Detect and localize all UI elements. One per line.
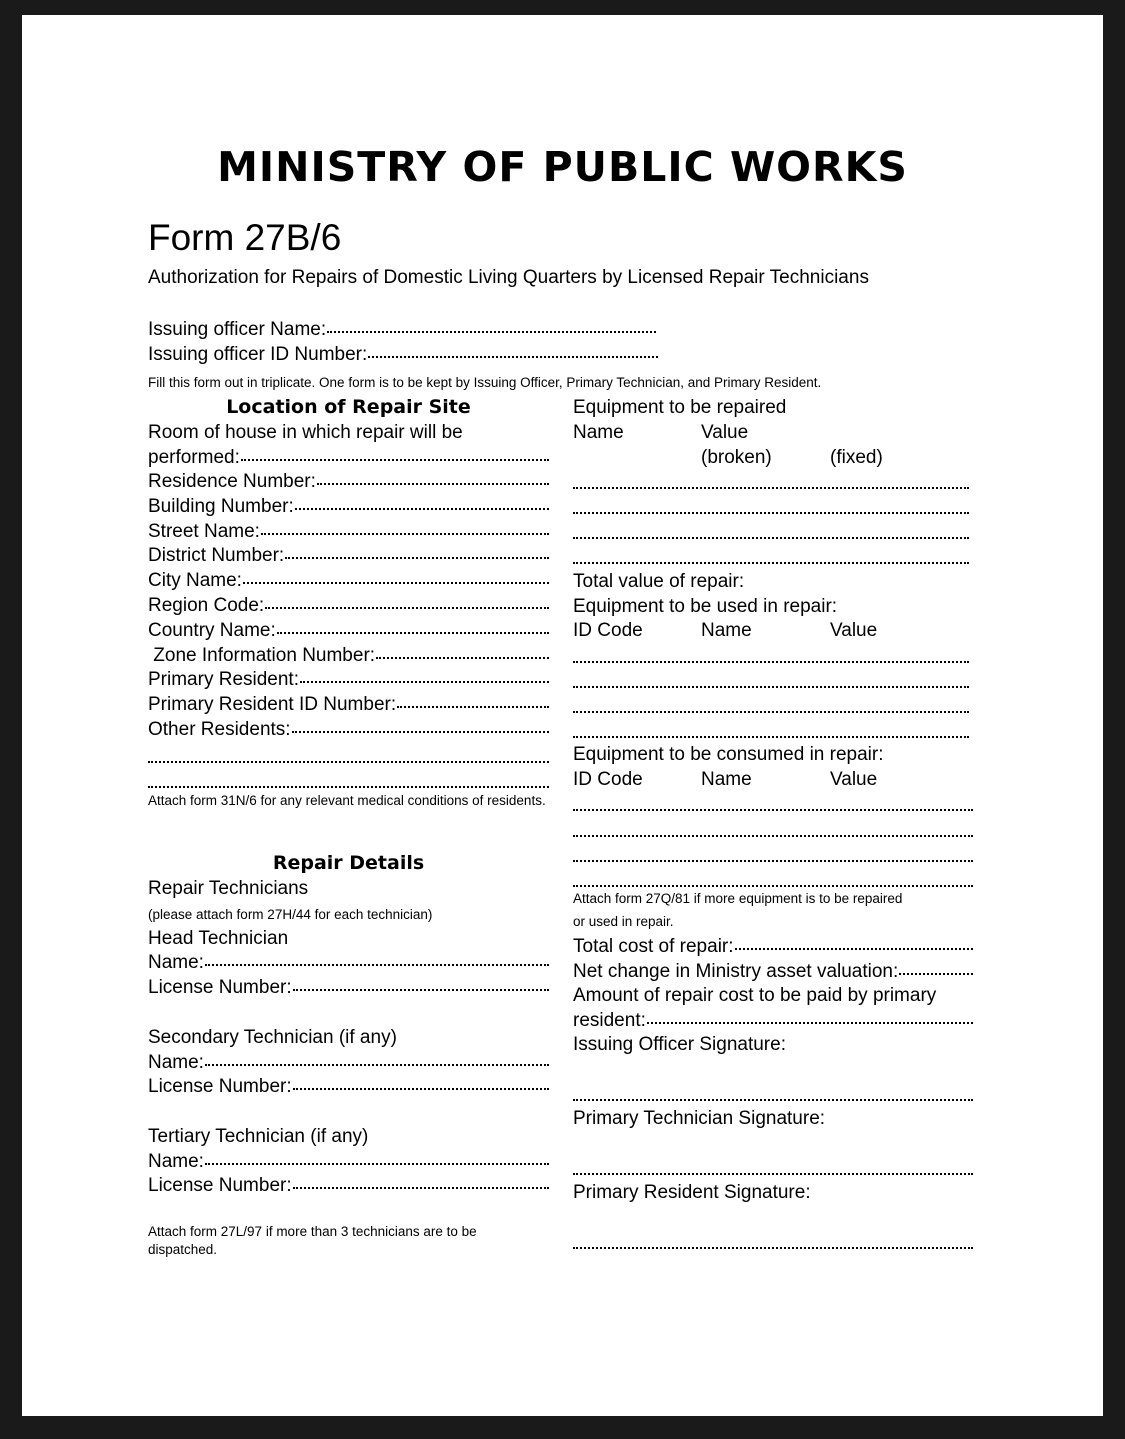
col-value-header: Value	[701, 422, 749, 443]
col-broken-subheader: (broken)	[701, 447, 772, 468]
more-equipment-note-1: Attach form 27Q/81 if more equipment is to be repaired	[573, 891, 903, 906]
primary-resident-field[interactable]	[148, 668, 549, 692]
repaired-entry-line[interactable]	[573, 512, 969, 514]
district-number-label: District Number:	[148, 545, 285, 567]
primary-resident-id-label: Primary Resident ID Number:	[148, 694, 397, 716]
secondary-tech-name-field[interactable]	[148, 1051, 549, 1075]
residence-number-field[interactable]	[148, 470, 549, 494]
district-number-field[interactable]	[148, 544, 549, 568]
resident-paid-label-1: Amount of repair cost to be paid by primary	[573, 985, 937, 1006]
secondary-technician-label: Secondary Technician (if any)	[148, 1027, 397, 1048]
used-entry-line[interactable]	[573, 686, 969, 688]
zone-information-number-label: Zone Information Number:	[148, 644, 376, 666]
consumed-entry-line[interactable]	[573, 885, 973, 887]
triplicate-instruction: Fill this form out in triplicate. One form is to be kept by Issuing Officer, Primary Technician, and Primary Resident.	[148, 375, 822, 390]
other-residents-field[interactable]	[148, 718, 549, 742]
total-value-label: Total value of repair:	[573, 571, 745, 592]
officer-id-label: Issuing officer ID Number:	[148, 344, 368, 365]
form-number: Form 27B/6	[148, 217, 342, 258]
head-technician-label: Head Technician	[148, 928, 289, 949]
country-name-field[interactable]	[148, 619, 549, 643]
name-label: Name:	[148, 1052, 204, 1073]
equipment-repaired-heading: Equipment to be repaired	[573, 397, 787, 418]
equipment-used-heading: Equipment to be used in repair:	[573, 596, 838, 617]
net-change-field[interactable]	[573, 960, 973, 984]
residence-number-label: Residence Number:	[148, 471, 316, 492]
consumed-col-id: ID Code	[573, 769, 643, 790]
license-label: License Number:	[148, 977, 292, 998]
officer-signature-label: Issuing Officer Signature:	[573, 1034, 786, 1055]
officer-signature-line[interactable]	[573, 1099, 973, 1101]
ministry-title: MINISTRY OF PUBLIC WORKS	[217, 143, 908, 191]
region-code-label: Region Code:	[148, 595, 265, 616]
license-label: License Number:	[148, 1175, 292, 1196]
total-cost-field[interactable]	[573, 935, 973, 959]
officer-name-label: Issuing officer Name:	[148, 319, 327, 340]
primary-resident-label: Primary Resident:	[148, 669, 299, 691]
other-residents-label: Other Residents:	[148, 719, 291, 740]
form-page	[22, 15, 1103, 1416]
country-name-label: Country Name:	[148, 619, 276, 641]
resident-signature-label: Primary Resident Signature:	[573, 1182, 811, 1203]
repaired-entry-line[interactable]	[573, 537, 969, 539]
building-number-field[interactable]	[148, 495, 549, 519]
room-label-line1: Room of house in which repair will be	[148, 422, 463, 443]
city-name-label: City Name:	[148, 570, 242, 592]
repaired-entry-line[interactable]	[573, 487, 969, 489]
repair-technicians-label: Repair Technicians	[148, 878, 309, 899]
head-tech-name-field[interactable]	[148, 951, 549, 975]
other-residents-line-1[interactable]	[148, 761, 549, 763]
more-equipment-note-2: or used in repair.	[573, 914, 674, 929]
consumed-col-name: Name	[701, 769, 752, 790]
col-fixed-subheader: (fixed)	[830, 447, 883, 468]
location-heading: Location of Repair Site	[226, 396, 471, 418]
used-entry-line[interactable]	[573, 661, 969, 663]
col-name-header: Name	[573, 422, 624, 443]
street-name-field[interactable]	[148, 520, 549, 544]
other-residents-line-2[interactable]	[148, 786, 549, 788]
license-label: License Number:	[148, 1076, 292, 1097]
consumed-entry-line[interactable]	[573, 809, 973, 811]
technicians-attach-note: Attach form 27L/97 if more than 3 technicians are to be dispatched.	[148, 1224, 477, 1257]
used-col-value: Value	[830, 620, 878, 641]
city-name-field[interactable]	[148, 569, 549, 593]
consumed-col-value: Value	[830, 769, 878, 790]
form-subtitle: Authorization for Repairs of Domestic Living Quarters by Licensed Repair Technicians	[148, 267, 869, 288]
room-field[interactable]	[148, 446, 549, 470]
name-label: Name:	[148, 1151, 204, 1172]
equipment-consumed-heading: Equipment to be consumed in repair:	[573, 744, 884, 765]
head-tech-license-field[interactable]	[148, 976, 549, 1000]
resident-paid-label-2: resident:	[573, 1010, 646, 1031]
street-name-label: Street Name:	[148, 520, 260, 542]
consumed-entry-line[interactable]	[573, 860, 973, 862]
technicians-note: (please attach form 27H/44 for each technician)	[148, 907, 433, 922]
resident-signature-line[interactable]	[573, 1247, 973, 1249]
consumed-entry-line[interactable]	[573, 835, 973, 837]
building-number-label: Building Number:	[148, 495, 294, 517]
used-entry-line[interactable]	[573, 711, 969, 713]
tertiary-tech-license-field[interactable]	[148, 1174, 549, 1198]
used-entry-line[interactable]	[573, 736, 969, 738]
tertiary-technician-label: Tertiary Technician (if any)	[148, 1126, 369, 1147]
technician-signature-line[interactable]	[573, 1173, 973, 1175]
used-col-id: ID Code	[573, 620, 643, 641]
room-label-line2: performed:	[148, 447, 240, 468]
medical-note: Attach form 31N/6 for any relevant medical conditions of residents.	[148, 793, 546, 808]
primary-resident-id-field[interactable]	[148, 693, 549, 717]
technician-signature-label: Primary Technician Signature:	[573, 1108, 826, 1129]
repair-details-heading: Repair Details	[272, 852, 425, 874]
officer-name-field[interactable]	[148, 318, 656, 342]
name-label: Name:	[148, 952, 204, 973]
used-col-name: Name	[701, 620, 752, 641]
officer-id-field[interactable]	[148, 343, 658, 367]
region-code-field[interactable]	[148, 594, 549, 618]
tertiary-tech-name-field[interactable]	[148, 1150, 549, 1174]
total-cost-label: Total cost of repair:	[573, 936, 734, 957]
net-change-label: Net change in Ministry asset valuation:	[573, 961, 899, 982]
repaired-entry-line[interactable]	[573, 562, 969, 564]
secondary-tech-license-field[interactable]	[148, 1075, 549, 1099]
zone-information-number-field[interactable]	[148, 644, 549, 668]
resident-paid-field[interactable]	[573, 1009, 973, 1033]
